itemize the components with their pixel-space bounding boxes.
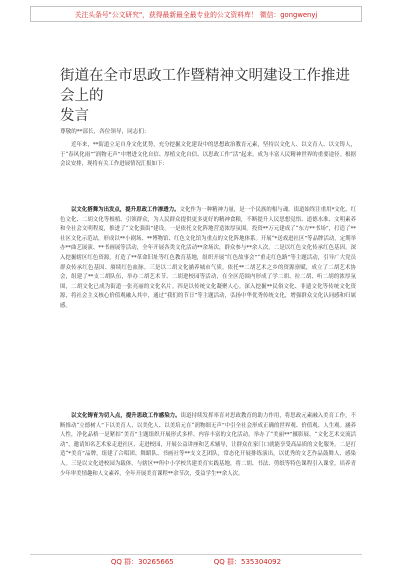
paragraph-intro: 近年来，**街道立足自身文化优势，充分挖掘文化建设中的思想政治教育元素，坚持以文化人、以文育人、以文铸人，于“春风化雨”“润物无声”中增进文化自信、厚植文化自信、以思政工作“活”起来，成为丰富人民精神世界的重要途径。根据会议安排，现将有关工作进展情况汇报如下： [60,142,356,168]
document-title [60,66,360,126]
paragraph-aesthetic-body: 街道持续发挥率育对思政教育的助力作用，将思政元素融入美育工作，不断推动“立德树人”下以美育人、以美化人、以美培元在“润物细无声”中引全社会形成正确的世界观、价值观、人生观。涵养人性，净化品格一是紧扣“美育”主题组织开展形式多样、内容丰富的文化活动，举办了“美丽**”摄影展、“文化艺术交流活动”，邀请知名艺术家走进社区、走进校园，开展公益讲座和艺术辅导，让群众在家门口就能享受高品质的文化服务。二是打造“*美育”品牌，组建了合唱团、舞蹈队、书画社等**支文艺团队，常态化开展排练演出，以优秀的文艺作品鼓舞人、感染人。三是以文化进校园为载体，与辖区**所中小学校共建美育实践基地，将二胡、书法、剪纸等特色课程引入课堂，培养青少年审美情趣和人文素养，全年开展美育课程**余节次，受益学生**余人次。 [60,413,356,477]
paragraph-culture-body: 文化作为一种精神力量，是一个民族的根与魂。街道始终注重用*文化、红色文化、二胡文化等根植、引领群众，为人民群众提供更多更好的精神食粮，不断提升人民思想觉悟、道德水准、文明素养和全社会文明程度，推进了“文化强街”建设。一是依托文化阵地营造浓厚氛围。投资**万元建成了“东方**书场”，打造了**社区文化示范站，形成以**小剧场、**博物馆、红色文化馆为重点的文化阵地体系。开展“*送戏进社区”等品牌活动，定期举办**曲艺展演、**书画展等活动，全年开展各类文化活动**余场次，群众参与**余人次。二是以红色文化传承红色基因。深入挖掘辖区红色资源，打造了**革命旧址等红色教育基地，组织开展“红色故事会”“重走红色路”等主题活动，引导广大党员群众传承红色基因、赓续红色血脉。三是以二胡文化涵养城市气质。依托**二胡艺术之乡的资源禀赋，成立了二胡艺术协会，组建了**支二胡队伍，举办二胡艺术节、二胡进校园等活动，在全区范围内形成了学二胡、拉二胡、听二胡的浓厚氛围，二胡文化已成为街道一张亮丽的文化名片。四是以传统文化凝聚人心。深入挖掘**民俗文化、非遗文化等传统文化资源，将社会主义核心价值观融入其中，通过“我们的节日”等主题活动，弘扬中华优秀传统文化，增强群众文化认同感和归属感。 [60,207,356,309]
footer-contact-bar [30,554,362,568]
footer-qq-2: QQ 群：535304092 [213,557,282,566]
footer-qq-1: QQ 群：30265665 [110,557,174,566]
salutation: 尊敬的**部长，各位领导，同志们： [60,129,150,135]
header-banner: 关注头条号"公文研究"，获得最新最全最专业的公文资料库！ 微信：gongwenyj [30,6,362,22]
paragraph-culture-heading: 以文化搭舞为出发点，提升思政工作渗透力。 [71,207,180,213]
paragraph-culture [60,206,356,404]
title-line-1: 街道在全市思政工作暨精神文明建设工作推进会上的 [60,68,350,104]
title-line-2: 发言 [60,108,89,124]
paragraph-aesthetic [60,412,356,530]
paragraph-aesthetic-heading: 以文化铸育为切入点，提升思政工作感染力。 [71,413,181,419]
